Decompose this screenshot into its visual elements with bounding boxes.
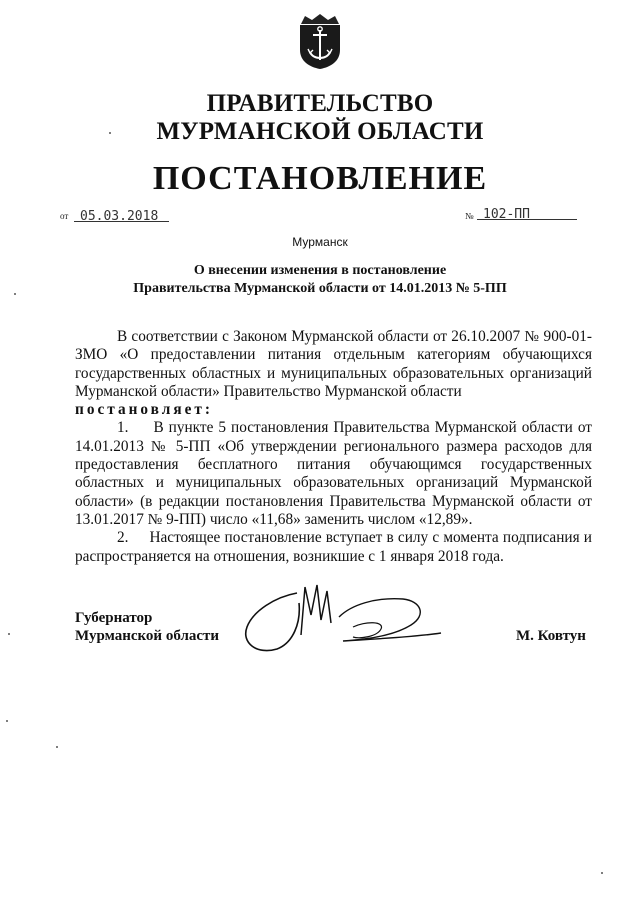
scan-speck — [56, 746, 58, 748]
document-body — [75, 328, 592, 566]
handwritten-signature — [235, 575, 450, 665]
item-2-text: Настоящее постановление вступает в силу с момента подписания и распространяется на отношения, возникшие с 1 января 2018 года. — [75, 529, 592, 565]
scan-speck — [6, 720, 8, 722]
item-1 — [75, 419, 592, 529]
scan-speck — [601, 872, 603, 874]
scan-speck — [109, 132, 111, 134]
org-name-line1: ПРАВИТЕЛЬСТВО — [206, 90, 434, 117]
signatory-position-line1: Губернатор — [75, 610, 153, 626]
signatory-name: М. Ковтун — [516, 628, 586, 644]
number-line — [477, 205, 577, 220]
item-1-number: 1. — [117, 419, 129, 437]
subject-line1: О внесении изменения в постановление — [193, 263, 447, 278]
decree-word-line — [75, 401, 592, 419]
item-2 — [75, 529, 592, 566]
preamble: В соответствии с Законом Мурманской области от 26.10.2007 № 900-01-ЗМО «О предоставлении питания отдельным категориям обучающихся государственных областных и муниципальных образовательных организаций Мурманской области» Правительство Мурманской области — [75, 328, 592, 400]
org-name-line2: МУРМАНСКОЙ ОБЛАСТИ — [156, 118, 484, 145]
signatory-position-line2: Мурманской области — [75, 628, 220, 644]
document-date: 05.03.2018 — [80, 209, 159, 224]
subject-line2: Правительства Мурманской области от 14.01.2013 № 5-ПП — [133, 281, 507, 296]
scan-speck — [8, 633, 10, 635]
item-1-text: В пункте 5 постановления Правительства Мурманской области от 14.01.2013 № 5-ПП «Об утверждении регионального размера расходов для предоставления бесплатного питания обучающимся государственных областных и муниципальных образовательных организаций Мурманской области» (в редакции постановления Правительства Мурманской области от 13.01.2017 № 9-ПП) число «11,68» заменить числом «12,89». — [75, 419, 592, 528]
coat-of-arms-icon — [297, 12, 343, 70]
scan-speck — [14, 293, 16, 295]
number-label: № — [465, 211, 474, 221]
document-type: ПОСТАНОВЛЕНИЕ — [152, 160, 488, 197]
date-label: от — [60, 211, 69, 221]
date-line — [74, 207, 169, 222]
decree-word: постановляет: — [75, 401, 213, 419]
item-2-number: 2. — [117, 529, 129, 547]
city: Мурманск — [292, 235, 348, 249]
document-number: 102-ПП — [483, 207, 530, 222]
